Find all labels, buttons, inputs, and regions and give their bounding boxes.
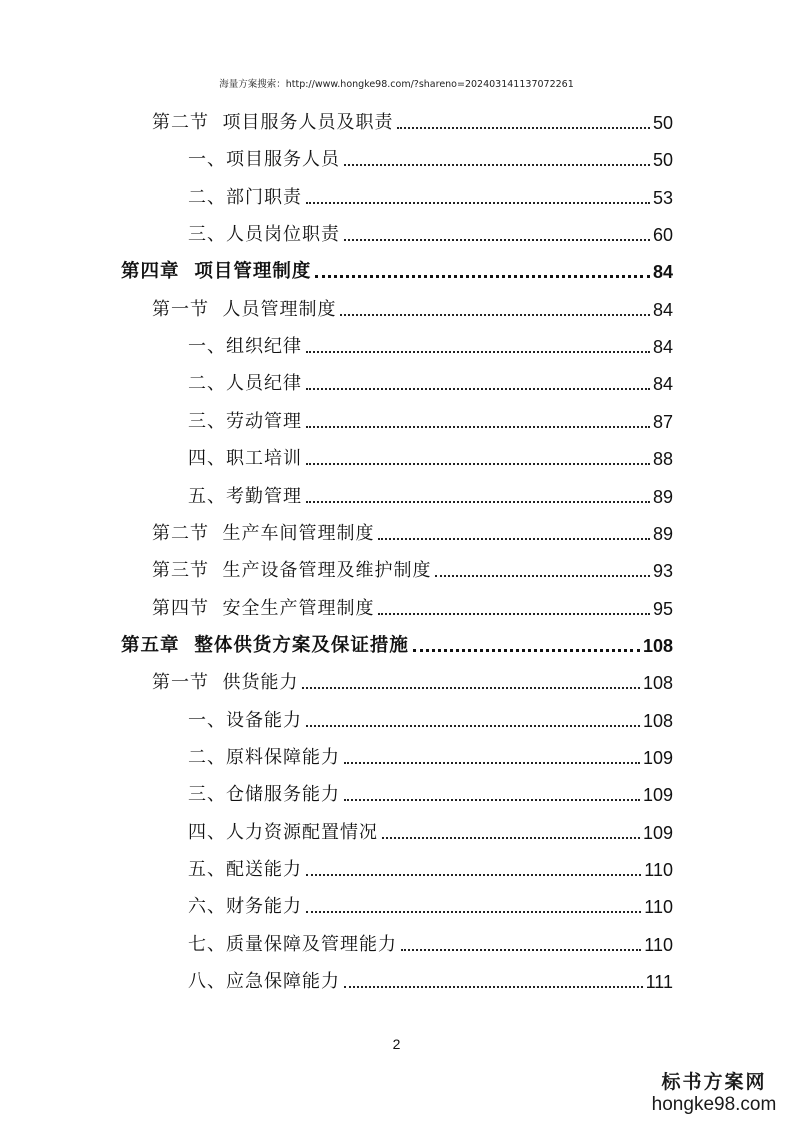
toc-entry-page-number: 108	[642, 673, 673, 694]
toc-subsection-entry[interactable]	[188, 963, 673, 993]
toc-entry-page-number: 110	[644, 897, 673, 918]
toc-entry-label: 第五章 整体供货方案及保证措施	[121, 634, 409, 656]
toc-subsection-entry[interactable]	[188, 403, 673, 433]
toc-dot-leader	[413, 649, 640, 652]
toc-dot-leader	[302, 687, 640, 689]
toc-entry-page-number: 89	[652, 523, 673, 544]
toc-entry-page-number: 89	[652, 486, 673, 507]
toc-dot-leader	[306, 874, 641, 876]
toc-chapter-entry[interactable]	[121, 253, 673, 283]
toc-entry-label: 八、应急保障能力	[188, 971, 340, 993]
toc-entry-label: 第四章 项目管理制度	[121, 261, 312, 283]
toc-dot-leader	[382, 837, 640, 839]
toc-entry-page-number: 110	[644, 860, 673, 880]
toc-section-entry[interactable]	[152, 515, 673, 545]
toc-entry-page-number: 84	[652, 374, 673, 395]
toc-subsection-entry[interactable]	[188, 739, 673, 769]
toc-entry-page-number: 108	[642, 635, 673, 656]
toc-dot-leader	[344, 762, 640, 764]
toc-subsection-entry[interactable]	[188, 365, 673, 395]
toc-subsection-entry[interactable]	[188, 328, 673, 358]
toc-entry-label: 四、职工培训	[188, 448, 302, 470]
toc-subsection-entry[interactable]	[188, 702, 673, 732]
toc-subsection-entry[interactable]	[188, 216, 673, 246]
toc-entry-label: 七、质量保障及管理能力	[188, 933, 397, 955]
toc-entry-label: 一、组织纪律	[188, 336, 302, 358]
toc-entry-page-number: 109	[642, 747, 673, 768]
toc-dot-leader	[378, 538, 650, 540]
toc-subsection-entry[interactable]	[188, 851, 673, 881]
toc-entry-label: 二、原料保障能力	[188, 746, 340, 768]
toc-section-entry[interactable]	[152, 590, 673, 620]
toc-entry-label: 二、人员纪律	[188, 373, 302, 395]
page-number: 2	[392, 1036, 401, 1052]
toc-dot-leader	[397, 127, 650, 129]
toc-entry-page-number: 111	[645, 972, 673, 993]
toc-dot-leader	[306, 388, 650, 390]
toc-subsection-entry[interactable]	[188, 440, 673, 470]
toc-section-entry[interactable]	[152, 104, 673, 134]
toc-entry-label: 五、配送能力	[188, 859, 302, 880]
toc-entry-page-number: 50	[652, 150, 673, 171]
toc-dot-leader	[435, 575, 650, 577]
page-header-search-text: 海量方案搜索：http://www.hongke98.com/?shareno=202403141137072261	[219, 79, 574, 90]
toc-dot-leader	[344, 164, 650, 166]
toc-dot-leader	[344, 239, 650, 241]
toc-subsection-entry[interactable]	[188, 141, 673, 171]
toc-entry-page-number: 110	[644, 934, 673, 955]
toc-entry-page-number: 88	[652, 449, 673, 470]
toc-entry-page-number: 93	[652, 561, 673, 582]
toc-entry-label: 六、财务能力	[188, 896, 302, 918]
toc-dot-leader	[306, 911, 641, 913]
toc-dot-leader	[306, 426, 650, 428]
toc-entry-label: 一、项目服务人员	[188, 149, 340, 171]
toc-subsection-entry[interactable]	[188, 926, 673, 956]
toc-dot-leader	[344, 986, 643, 988]
toc-entry-label: 第三节 生产设备管理及维护制度	[152, 560, 432, 582]
toc-entry-label: 五、考勤管理	[188, 485, 302, 507]
toc-subsection-entry[interactable]	[188, 888, 673, 918]
watermark-cn-text: 标书方案网	[661, 1071, 767, 1093]
toc-entry-page-number: 84	[652, 262, 673, 283]
toc-entry-page-number: 109	[642, 822, 673, 843]
toc-dot-leader	[340, 314, 650, 316]
toc-entry-label: 二、部门职责	[188, 186, 302, 208]
toc-entry-label: 第一节 人员管理制度	[152, 298, 337, 320]
toc-dot-leader	[401, 949, 641, 951]
toc-entry-page-number: 95	[652, 598, 673, 619]
toc-dot-leader	[306, 725, 640, 727]
toc-chapter-entry[interactable]	[121, 627, 673, 657]
toc-dot-leader	[378, 613, 650, 615]
toc-subsection-entry[interactable]	[188, 814, 673, 844]
toc-entry-page-number: 53	[652, 187, 673, 208]
toc-entry-page-number: 60	[652, 225, 673, 246]
toc-dot-leader	[306, 463, 650, 465]
toc-entry-page-number: 87	[652, 411, 673, 432]
toc-section-entry[interactable]	[152, 291, 673, 321]
toc-section-entry[interactable]	[152, 664, 673, 694]
toc-entry-label: 一、设备能力	[188, 709, 302, 731]
toc-entry-label: 第一节 供货能力	[152, 672, 299, 694]
watermark-logo	[649, 1070, 779, 1116]
toc-entry-label: 三、仓储服务能力	[188, 784, 340, 806]
toc-entry-label: 四、人力资源配置情况	[188, 821, 378, 843]
toc-section-entry[interactable]	[152, 552, 673, 582]
toc-entry-label: 第二节 项目服务人员及职责	[152, 112, 394, 133]
toc-entry-page-number: 109	[642, 785, 673, 806]
watermark-en-text: hongke98.com	[651, 1094, 777, 1115]
toc-dot-leader	[306, 351, 650, 353]
toc-subsection-entry[interactable]	[188, 179, 673, 209]
toc-dot-leader	[306, 202, 650, 204]
toc-entry-label: 三、劳动管理	[188, 410, 302, 432]
toc-entry-page-number: 84	[652, 299, 673, 320]
toc-entry-page-number: 108	[642, 710, 673, 731]
toc-dot-leader	[315, 275, 650, 278]
toc-entry-label: 第四节 安全生产管理制度	[152, 597, 375, 619]
toc-subsection-entry[interactable]	[188, 776, 673, 806]
toc-entry-page-number: 50	[652, 113, 673, 133]
toc-subsection-entry[interactable]	[188, 478, 673, 508]
toc-dot-leader	[306, 501, 650, 503]
toc-entry-page-number: 84	[652, 337, 673, 358]
toc-entry-label: 第二节 生产车间管理制度	[152, 522, 375, 544]
toc-entry-label: 三、人员岗位职责	[188, 224, 340, 246]
toc-dot-leader	[344, 799, 640, 801]
